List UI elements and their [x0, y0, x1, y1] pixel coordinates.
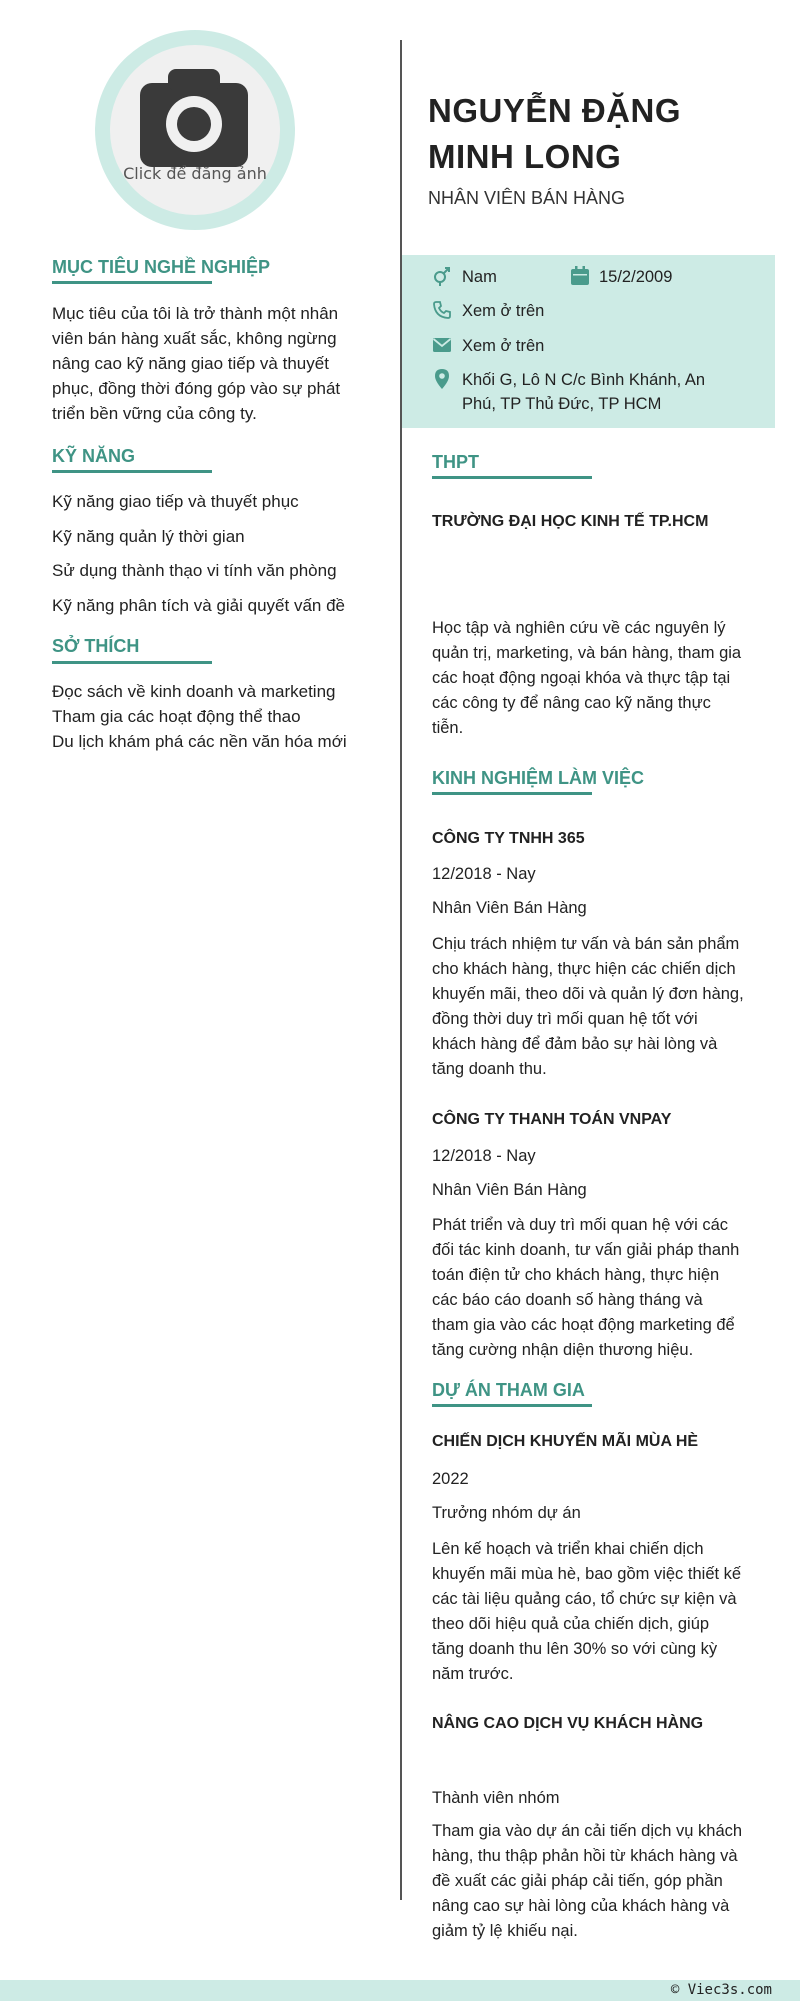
text-line: tăng doanh thu. — [432, 1060, 547, 1078]
address-line: Phú, TP Thủ Đức, TP HCM — [462, 395, 662, 413]
school-name: TRƯỜNG ĐẠI HỌC KINH TẾ TP.HCM — [432, 513, 709, 530]
objective-line: nâng cao kỹ năng giao tiếp và thuyết — [52, 354, 329, 373]
objective-underline — [52, 281, 212, 284]
text-line: khuyến mãi mùa hè, bao gồm việc thiết kế — [432, 1565, 742, 1583]
text-line: Học tập và nghiên cứu về các nguyên lý — [432, 619, 726, 637]
skill-item: Kỹ năng phân tích và giải quyết vấn đề — [52, 596, 345, 615]
experience-heading: KINH NGHIỆM LÀM VIỆC — [432, 768, 645, 788]
job-role: Nhân Viên Bán Hàng — [432, 1181, 587, 1199]
contact-phone: Xem ở trên — [462, 302, 545, 320]
address-line: Khối G, Lô N C/c Bình Khánh, An — [462, 371, 706, 389]
job-title: NHÂN VIÊN BÁN HÀNG — [428, 188, 626, 208]
contact-address — [462, 368, 705, 416]
text-line: cho khách hàng, thực hiện các chiến dịch — [432, 960, 736, 978]
text-line: quản trị, marketing, và bán hàng, tham gia — [432, 644, 742, 662]
project-name: NÂNG CAO DỊCH VỤ KHÁCH HÀNG — [432, 1715, 704, 1732]
job-description — [432, 1213, 772, 1363]
education-description — [432, 616, 762, 741]
projects-underline — [432, 1404, 592, 1407]
objective-line: phục, đồng thời đóng góp vào sự phát — [52, 379, 341, 398]
skills-underline — [52, 470, 212, 473]
text-line: Phát triển và duy trì mối quan hệ với các — [432, 1216, 729, 1234]
education-underline — [432, 476, 592, 479]
job-period: 12/2018 - Nay — [432, 865, 536, 883]
skill-item: Kỹ năng giao tiếp và thuyết phục — [52, 492, 299, 511]
text-line: đề xuất các giải pháp cải tiến, góp phần — [432, 1872, 723, 1890]
hobby-item: Đọc sách về kinh doanh và marketing — [52, 682, 336, 701]
experience-underline — [432, 792, 592, 795]
avatar-caption: Click để đăng ảnh — [123, 164, 267, 183]
avatar[interactable] — [110, 45, 280, 215]
footer-credit[interactable]: © Viec3s.com — [670, 1982, 772, 1998]
text-line: nâng cao sự hài lòng của khách hàng và — [432, 1897, 730, 1915]
camera-icon — [110, 45, 280, 215]
text-line: tham gia vào các hoạt động marketing để — [432, 1316, 735, 1334]
text-line: tăng cường nhận diện thương hiệu. — [432, 1341, 694, 1359]
text-line: các hoạt động ngoại khóa và thực tập tại — [432, 669, 731, 687]
text-line: Chịu trách nhiệm tư vấn và bán sản phẩm — [432, 935, 740, 953]
skill-item: Sử dụng thành thạo vi tính văn phòng — [52, 561, 337, 580]
calendar-icon — [570, 266, 590, 286]
project-description — [432, 1537, 772, 1687]
contact-gender: Nam — [462, 268, 497, 286]
skill-item: Kỹ năng quản lý thời gian — [52, 527, 245, 546]
objective-heading: MỤC TIÊU NGHỀ NGHIỆP — [52, 257, 271, 277]
phone-icon — [432, 300, 452, 320]
objective-line: viên bán hàng xuất sắc, không ngừng — [52, 329, 337, 348]
text-line: tăng doanh thu lên 30% so với cùng kỳ — [432, 1640, 718, 1658]
hobby-item: Tham gia các hoạt động thể thao — [52, 707, 301, 726]
text-line: Tham gia vào dự án cải tiến dịch vụ khách — [432, 1822, 743, 1840]
text-line: toán điện tử cho khách hàng, thực hiện — [432, 1266, 720, 1284]
text-line: đối tác kinh doanh, tư vấn giải pháp thanh — [432, 1241, 740, 1259]
job-role: Nhân Viên Bán Hàng — [432, 899, 587, 917]
text-line: đồng thời duy trì mối quan hệ tốt với — [432, 1010, 698, 1028]
text-line: tiễn. — [432, 719, 464, 737]
text-line: khuyến mãi, theo dõi và quản lý đơn hàng, — [432, 985, 744, 1003]
text-line: các công ty để nâng cao kỹ năng thực — [432, 694, 711, 712]
project-description — [432, 1819, 772, 1944]
contact-birthdate: 15/2/2009 — [599, 268, 673, 286]
job-period: 12/2018 - Nay — [432, 1147, 536, 1165]
text-line: năm trước. — [432, 1665, 514, 1683]
text-line: Lên kế hoạch và triển khai chiến dịch — [432, 1540, 704, 1558]
text-line: theo dõi hiệu quả của chiến dịch, giúp — [432, 1615, 710, 1633]
text-line: giảm tỷ lệ khiếu nại. — [432, 1922, 578, 1940]
text-line: hàng, thu thập phản hồi từ khách hàng và — [432, 1847, 738, 1865]
contact-email: Xem ở trên — [462, 337, 545, 355]
text-line: khách hàng để đảm bảo sự hài lòng và — [432, 1035, 718, 1053]
objective-line: triển bền vững của công ty. — [52, 404, 257, 423]
hobbies-underline — [52, 661, 212, 664]
job-company: CÔNG TY THANH TOÁN VNPAY — [432, 1111, 672, 1128]
projects-heading: DỰ ÁN THAM GIA — [432, 1380, 585, 1400]
text-line: các báo cáo doanh số hàng tháng và — [432, 1291, 703, 1309]
hobby-item: Du lịch khám phá các nền văn hóa mới — [52, 732, 347, 751]
text-line: các tài liệu quảng cáo, tổ chức sự kiện và — [432, 1590, 737, 1608]
candidate-name: NGUYỄN ĐẶNG MINH LONG — [428, 92, 682, 175]
education-heading: THPT — [432, 452, 479, 472]
email-icon — [432, 335, 452, 355]
project-name: CHIẾN DỊCH KHUYẾN MÃI MÙA HÈ — [432, 1433, 699, 1450]
location-icon — [432, 369, 452, 389]
objective-line: Mục tiêu của tôi là trở thành một nhân — [52, 304, 339, 323]
objective-text — [52, 301, 352, 426]
job-description — [432, 932, 772, 1082]
skills-heading: KỸ NĂNG — [52, 446, 136, 466]
project-role: Thành viên nhóm — [432, 1789, 560, 1807]
job-company: CÔNG TY TNHH 365 — [432, 830, 585, 847]
project-year: 2022 — [432, 1470, 469, 1488]
project-role: Trưởng nhóm dự án — [432, 1504, 581, 1522]
hobbies-heading: SỞ THÍCH — [52, 636, 140, 656]
gender-icon — [432, 266, 452, 286]
hobbies-list — [52, 679, 347, 754]
